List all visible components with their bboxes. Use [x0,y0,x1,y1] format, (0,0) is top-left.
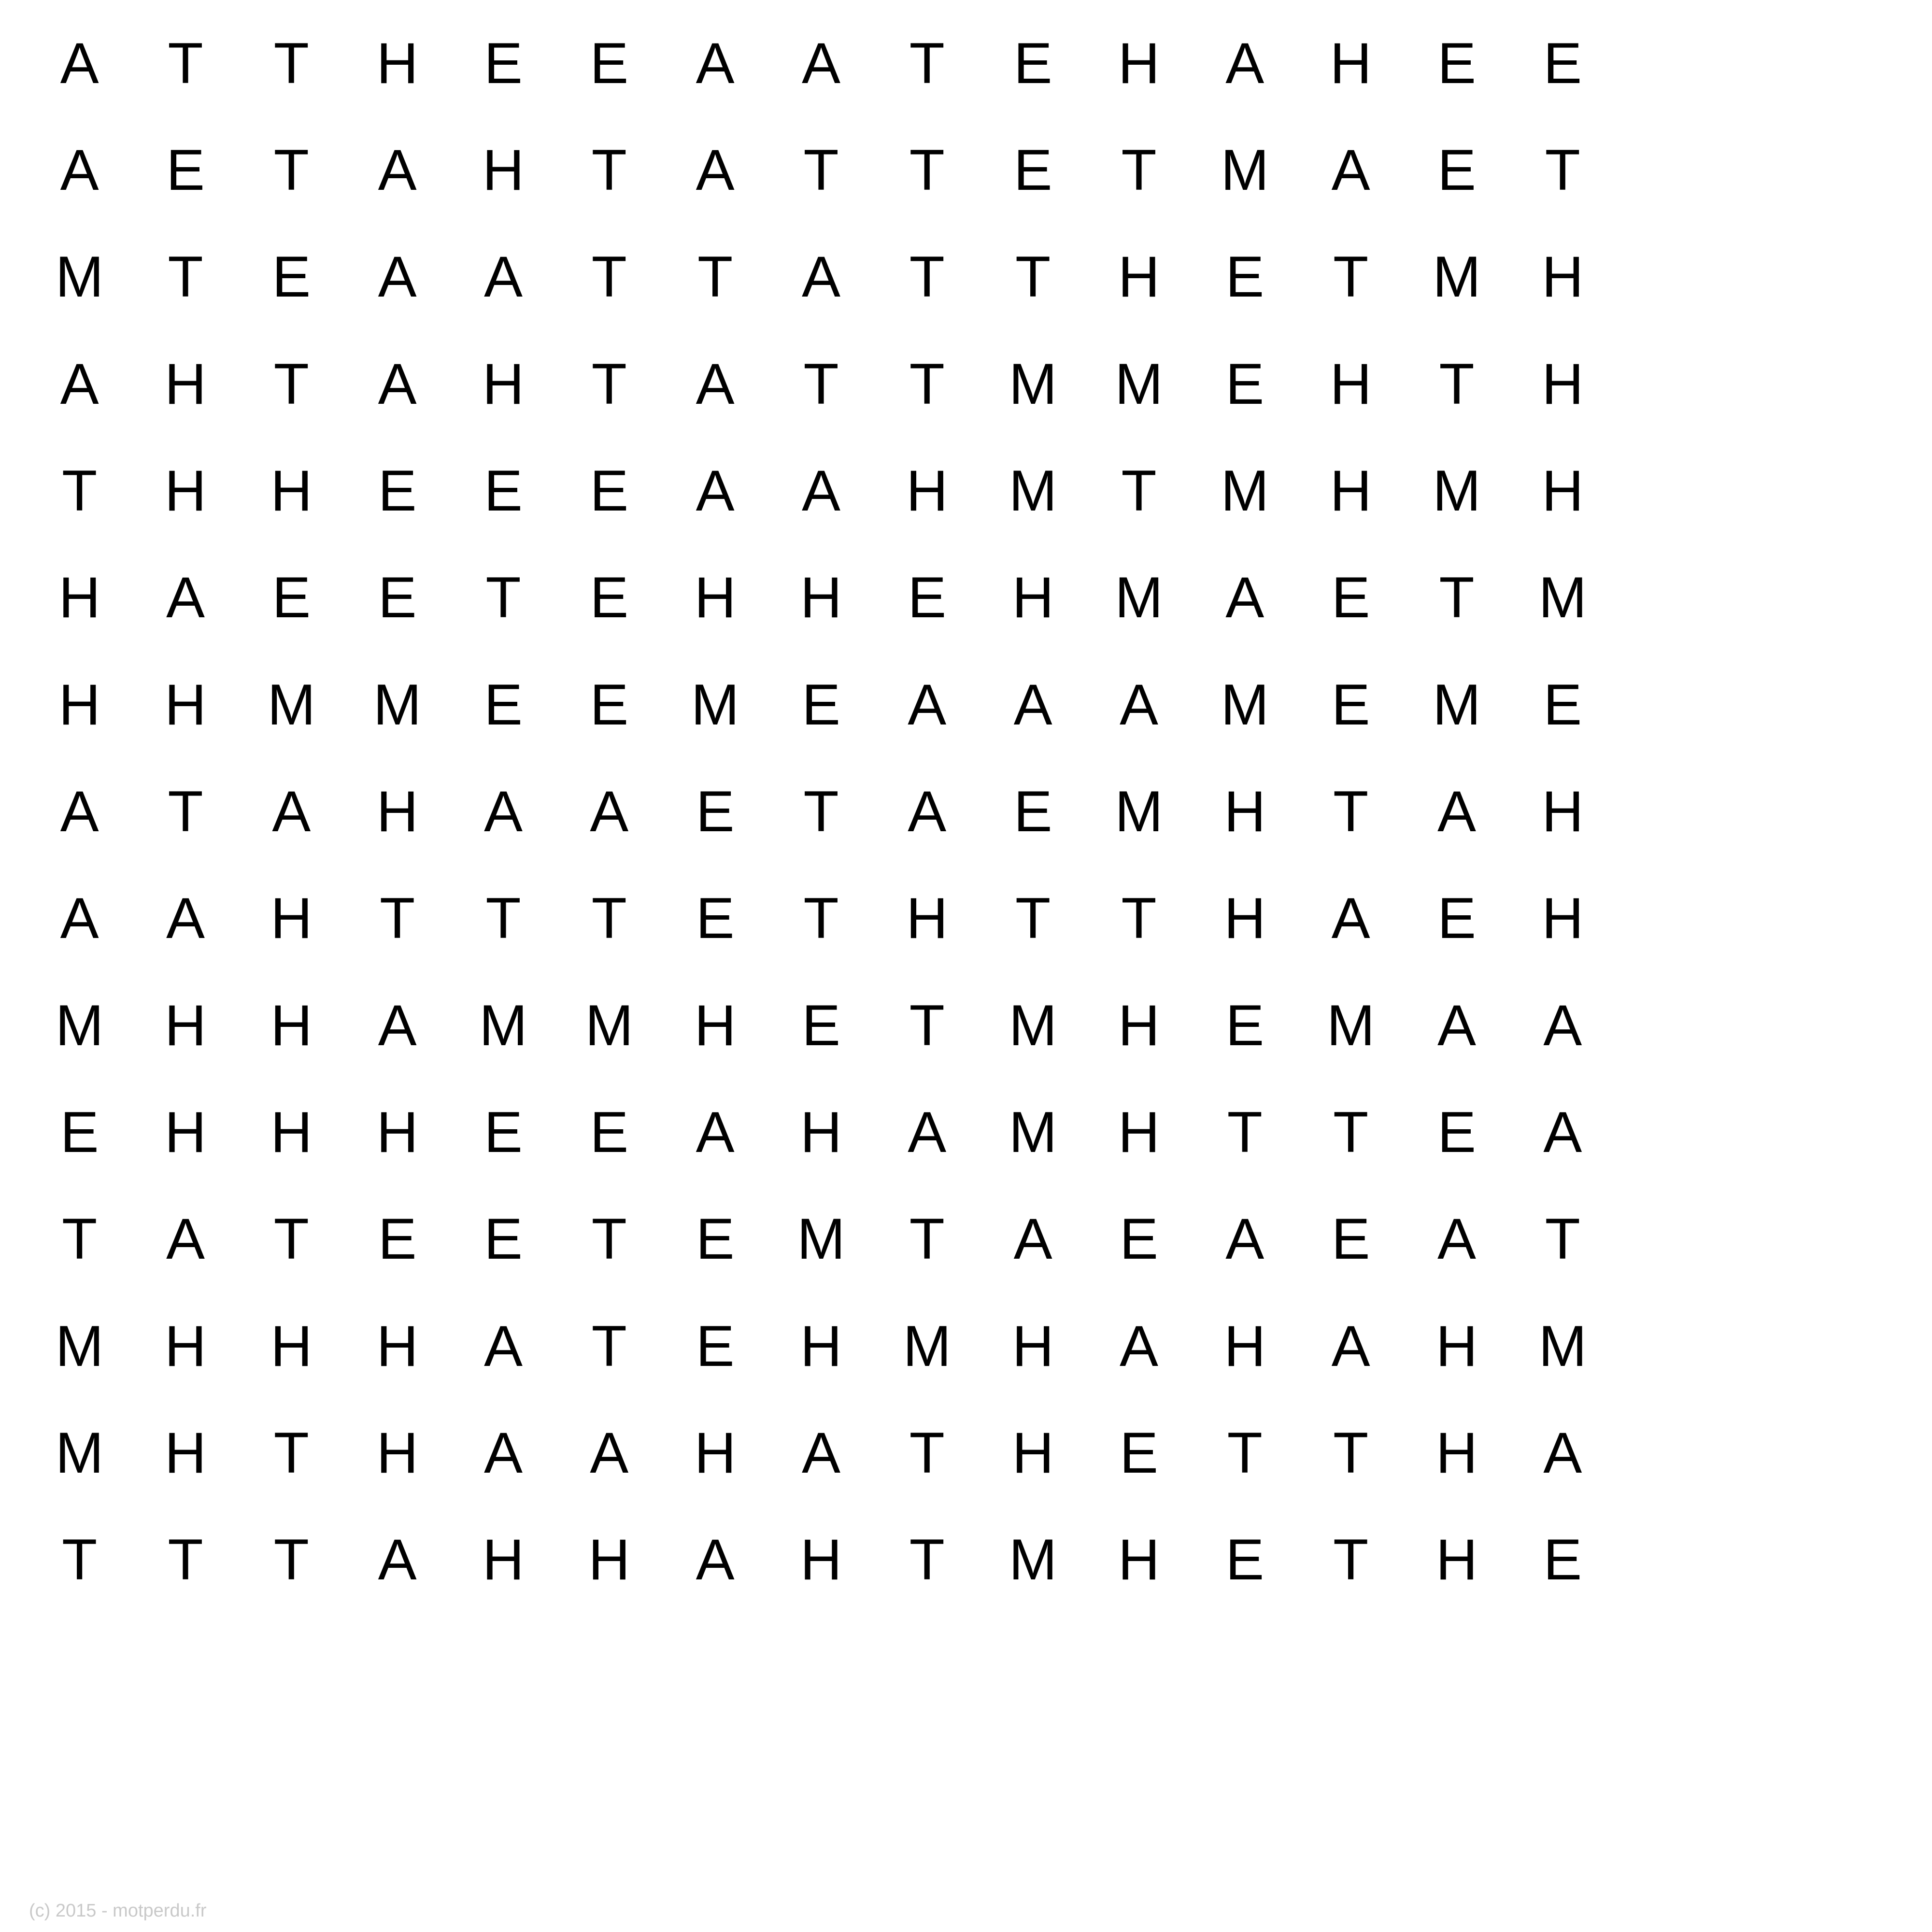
grid-cell[interactable]: T [1333,1420,1369,1485]
grid-cell[interactable]: M [797,1207,845,1272]
grid-cell[interactable]: A [590,779,629,844]
grid-cell[interactable]: H [1330,458,1372,523]
grid-cell[interactable]: H [906,886,948,951]
grid-cell[interactable]: E [1437,30,1477,96]
grid-cell[interactable]: A [1543,1420,1582,1485]
grid-cell[interactable]: T [62,458,98,523]
grid-cell[interactable]: E [483,30,523,96]
grid-cell[interactable]: H [376,30,418,96]
grid-cell[interactable]: T [803,137,839,202]
grid-cell[interactable]: T [1333,1099,1369,1165]
grid-cell[interactable]: A [1331,1313,1370,1378]
grid-cell[interactable]: H [270,993,313,1058]
grid-cell[interactable]: E [1331,565,1370,630]
grid-cell[interactable]: A [166,565,205,630]
grid-cell[interactable]: H [376,1099,418,1165]
grid-cell[interactable]: T [909,30,945,96]
grid-cell[interactable]: T [1545,137,1580,202]
grid-cell[interactable]: E [696,779,735,844]
grid-cell[interactable]: T [1121,137,1157,202]
grid-cell[interactable]: E [590,458,629,523]
grid-cell[interactable]: M [1115,351,1163,416]
grid-cell[interactable]: H [482,137,525,202]
grid-cell[interactable]: H [800,1313,842,1378]
grid-cell[interactable]: H [164,993,207,1058]
grid-cell[interactable]: T [909,1527,945,1592]
grid-cell[interactable]: M [373,672,422,737]
grid-cell[interactable]: M [1221,672,1269,737]
grid-cell[interactable]: A [696,351,735,416]
grid-cell[interactable]: A [801,458,841,523]
grid-cell[interactable]: H [1118,1527,1160,1592]
grid-cell[interactable]: A [272,779,311,844]
grid-cell[interactable]: H [1435,1313,1478,1378]
grid-cell[interactable]: E [1225,244,1264,310]
copyright-credit: (c) 2015 - motperdu.fr [29,1901,207,1921]
grid-cell[interactable]: M [267,672,316,737]
grid-cell[interactable]: E [272,565,311,630]
grid-cell[interactable]: A [483,1313,523,1378]
grid-cell[interactable]: M [1115,565,1163,630]
grid-cell[interactable]: H [376,779,418,844]
grid-cell[interactable]: T [803,351,839,416]
grid-cell[interactable]: M [1221,458,1269,523]
grid-cell[interactable]: A [696,1527,735,1592]
grid-cell[interactable]: T [485,886,521,951]
grid-cell[interactable]: H [1118,1099,1160,1165]
grid-cell[interactable]: A [801,30,841,96]
grid-cell[interactable]: A [60,137,99,202]
grid-cell[interactable]: H [58,672,100,737]
grid-cell[interactable]: T [591,886,627,951]
grid-cell[interactable]: M [1433,244,1481,310]
grid-cell[interactable]: T [1015,244,1051,310]
grid-cell[interactable]: T [909,1420,945,1485]
grid-cell[interactable]: A [378,244,417,310]
grid-cell[interactable]: A [1013,672,1052,737]
grid-cell[interactable]: M [479,993,527,1058]
grid-cell[interactable]: T [1333,779,1369,844]
grid-cell[interactable]: H [1118,993,1160,1058]
letter-grid[interactable] [27,10,1616,1613]
grid-cell[interactable]: T [273,1420,309,1485]
grid-cell[interactable]: T [1121,886,1157,951]
grid-cell[interactable]: H [482,1527,525,1592]
grid-cell[interactable]: E [378,1207,417,1272]
grid-cell[interactable]: A [1225,30,1264,96]
grid-cell[interactable]: E [908,565,947,630]
grid-cell[interactable]: E [378,565,417,630]
grid-cell[interactable]: M [55,1313,104,1378]
grid-cell[interactable]: M [1538,1313,1587,1378]
grid-cell[interactable]: A [1437,993,1477,1058]
grid-cell[interactable]: T [273,137,309,202]
grid-cell[interactable]: H [164,1420,207,1485]
grid-cell[interactable]: A [378,137,417,202]
grid-cell[interactable]: E [1225,351,1264,416]
grid-cell[interactable]: M [1433,458,1481,523]
grid-cell[interactable]: T [697,244,733,310]
grid-cell[interactable]: T [273,30,309,96]
grid-cell[interactable]: E [1437,1099,1477,1165]
grid-cell[interactable]: E [272,244,311,310]
grid-cell[interactable]: T [909,993,945,1058]
grid-cell[interactable]: A [1225,565,1264,630]
grid-cell[interactable]: E [166,137,205,202]
grid-cell[interactable]: H [1223,886,1266,951]
grid-cell[interactable]: H [1541,886,1584,951]
grid-cell[interactable]: T [168,1527,203,1592]
grid-cell[interactable]: A [1119,1313,1159,1378]
grid-cell[interactable]: M [1009,1527,1057,1592]
grid-cell[interactable]: A [166,886,205,951]
grid-cell[interactable]: M [1115,779,1163,844]
grid-cell[interactable]: M [55,244,104,310]
grid-cell[interactable]: H [164,458,207,523]
grid-cell[interactable]: E [1225,993,1264,1058]
grid-cell[interactable]: T [273,1207,309,1272]
grid-cell[interactable]: T [909,137,945,202]
grid-cell[interactable]: T [1439,351,1475,416]
grid-cell[interactable]: A [696,1099,735,1165]
grid-cell[interactable]: H [694,1420,736,1485]
grid-cell[interactable]: E [590,1099,629,1165]
grid-cell[interactable]: M [1433,672,1481,737]
grid-cell[interactable]: A [1013,1207,1052,1272]
grid-cell[interactable]: H [482,351,525,416]
grid-cell[interactable]: H [270,458,313,523]
grid-cell[interactable]: E [1225,1527,1264,1592]
grid-cell[interactable]: T [1015,886,1051,951]
grid-cell[interactable]: H [1330,351,1372,416]
grid-cell[interactable]: E [696,1313,735,1378]
grid-cell[interactable]: A [1119,672,1159,737]
grid-cell[interactable]: A [1543,993,1582,1058]
grid-cell[interactable]: H [164,1313,207,1378]
grid-cell[interactable]: H [1541,779,1584,844]
grid-cell[interactable]: H [1541,351,1584,416]
grid-cell[interactable]: E [483,458,523,523]
grid-cell[interactable]: H [694,565,736,630]
grid-cell[interactable]: A [60,779,99,844]
grid-cell[interactable]: M [1009,1099,1057,1165]
grid-cell[interactable]: H [1012,1420,1054,1485]
grid-cell[interactable]: H [1223,779,1266,844]
grid-cell[interactable]: A [60,351,99,416]
grid-cell[interactable]: A [1331,886,1370,951]
grid-cell[interactable]: H [1330,30,1372,96]
grid-cell[interactable]: A [801,1420,841,1485]
grid-cell[interactable]: M [1326,993,1375,1058]
grid-cell[interactable]: A [60,30,99,96]
grid-cell[interactable]: M [1221,137,1269,202]
grid-cell[interactable]: H [1541,244,1584,310]
grid-cell[interactable]: M [1009,351,1057,416]
grid-cell[interactable]: H [1012,1313,1054,1378]
grid-cell[interactable]: H [376,1420,418,1485]
grid-cell[interactable]: H [1118,30,1160,96]
grid-cell[interactable]: A [378,351,417,416]
grid-cell[interactable]: H [1118,244,1160,310]
grid-cell[interactable]: A [908,672,947,737]
grid-cell[interactable]: A [378,1527,417,1592]
grid-cell[interactable]: T [1545,1207,1580,1272]
grid-cell[interactable]: M [691,672,739,737]
grid-cell[interactable]: H [694,993,736,1058]
grid-cell[interactable]: E [590,30,629,96]
grid-cell[interactable]: T [803,886,839,951]
grid-cell[interactable]: E [378,458,417,523]
grid-cell[interactable]: E [590,672,629,737]
grid-cell[interactable]: E [1437,886,1477,951]
grid-cell[interactable]: A [483,244,523,310]
grid-cell[interactable]: H [164,672,207,737]
grid-cell[interactable]: T [591,1207,627,1272]
grid-cell[interactable]: A [1437,779,1477,844]
grid-cell[interactable]: T [168,30,203,96]
grid-cell[interactable]: E [1437,137,1477,202]
grid-cell[interactable]: E [801,672,841,737]
grid-cell[interactable]: H [588,1527,630,1592]
grid-cell[interactable]: T [1333,244,1369,310]
grid-cell[interactable]: H [1223,1313,1266,1378]
grid-cell[interactable]: T [909,244,945,310]
grid-cell[interactable]: H [58,565,100,630]
grid-cell[interactable]: A [696,137,735,202]
grid-cell[interactable]: A [1543,1099,1582,1165]
grid-cell[interactable]: E [1543,1527,1582,1592]
grid-cell[interactable]: T [591,1313,627,1378]
grid-cell[interactable]: E [696,1207,735,1272]
grid-cell[interactable]: E [590,565,629,630]
grid-cell[interactable]: H [164,351,207,416]
grid-cell[interactable]: H [1012,565,1054,630]
grid-cell[interactable]: T [1333,1527,1369,1592]
grid-cell[interactable]: E [1331,1207,1370,1272]
grid-cell[interactable]: E [696,886,735,951]
grid-cell[interactable]: T [591,244,627,310]
grid-cell[interactable]: M [1009,993,1057,1058]
grid-cell[interactable]: T [909,351,945,416]
grid-cell[interactable]: M [903,1313,952,1378]
grid-cell[interactable]: E [801,993,841,1058]
grid-cell[interactable]: E [1543,672,1582,737]
grid-cell[interactable]: E [1331,672,1370,737]
grid-cell[interactable]: H [270,1313,313,1378]
grid-cell[interactable]: H [906,458,948,523]
grid-cell[interactable]: A [696,30,735,96]
grid-cell[interactable]: A [696,458,735,523]
grid-cell[interactable]: A [483,1420,523,1485]
grid-cell[interactable]: E [1119,1420,1159,1485]
grid-cell[interactable]: T [1227,1099,1263,1165]
grid-cell[interactable]: T [591,351,627,416]
grid-cell[interactable]: H [800,1099,842,1165]
grid-cell[interactable]: A [166,1207,205,1272]
grid-cell[interactable]: E [483,672,523,737]
grid-cell[interactable]: T [380,886,415,951]
grid-cell[interactable]: T [1439,565,1475,630]
grid-cell[interactable]: A [908,779,947,844]
grid-cell[interactable]: H [1435,1527,1478,1592]
grid-cell[interactable]: M [1538,565,1587,630]
grid-cell[interactable]: A [590,1420,629,1485]
grid-cell[interactable]: A [1225,1207,1264,1272]
grid-cell[interactable]: T [591,137,627,202]
grid-cell[interactable]: H [164,1099,207,1165]
grid-cell[interactable]: E [1119,1207,1159,1272]
grid-cell[interactable]: E [1543,30,1582,96]
grid-cell[interactable]: T [485,565,521,630]
grid-cell[interactable]: H [1541,458,1584,523]
grid-cell[interactable]: A [801,244,841,310]
grid-cell[interactable]: H [800,1527,842,1592]
grid-cell[interactable]: T [273,351,309,416]
grid-cell[interactable]: E [1013,137,1052,202]
grid-cell[interactable]: H [800,565,842,630]
grid-cell[interactable]: H [1435,1420,1478,1485]
grid-cell[interactable]: T [1227,1420,1263,1485]
grid-cell[interactable]: E [1013,30,1052,96]
grid-cell[interactable]: M [585,993,634,1058]
grid-cell[interactable]: E [60,1099,99,1165]
grid-cell[interactable]: H [376,1313,418,1378]
grid-cell[interactable]: M [55,1420,104,1485]
grid-cell[interactable]: T [168,244,203,310]
grid-cell[interactable]: E [483,1099,523,1165]
grid-cell[interactable]: T [273,1527,309,1592]
grid-cell[interactable]: H [270,1099,313,1165]
grid-cell[interactable]: T [1121,458,1157,523]
grid-cell[interactable]: H [270,886,313,951]
grid-cell[interactable]: A [483,779,523,844]
grid-cell[interactable]: E [483,1207,523,1272]
grid-cell[interactable]: A [908,1099,947,1165]
grid-cell[interactable]: A [378,993,417,1058]
grid-cell[interactable]: E [1013,779,1052,844]
grid-cell[interactable]: A [60,886,99,951]
grid-cell[interactable]: A [1437,1207,1477,1272]
grid-cell[interactable]: T [168,779,203,844]
grid-cell[interactable]: M [55,993,104,1058]
grid-cell[interactable]: M [1009,458,1057,523]
grid-cell[interactable]: T [62,1527,98,1592]
grid-cell[interactable]: T [803,779,839,844]
grid-cell[interactable]: T [62,1207,98,1272]
grid-cell[interactable]: T [909,1207,945,1272]
grid-cell[interactable]: A [1331,137,1370,202]
